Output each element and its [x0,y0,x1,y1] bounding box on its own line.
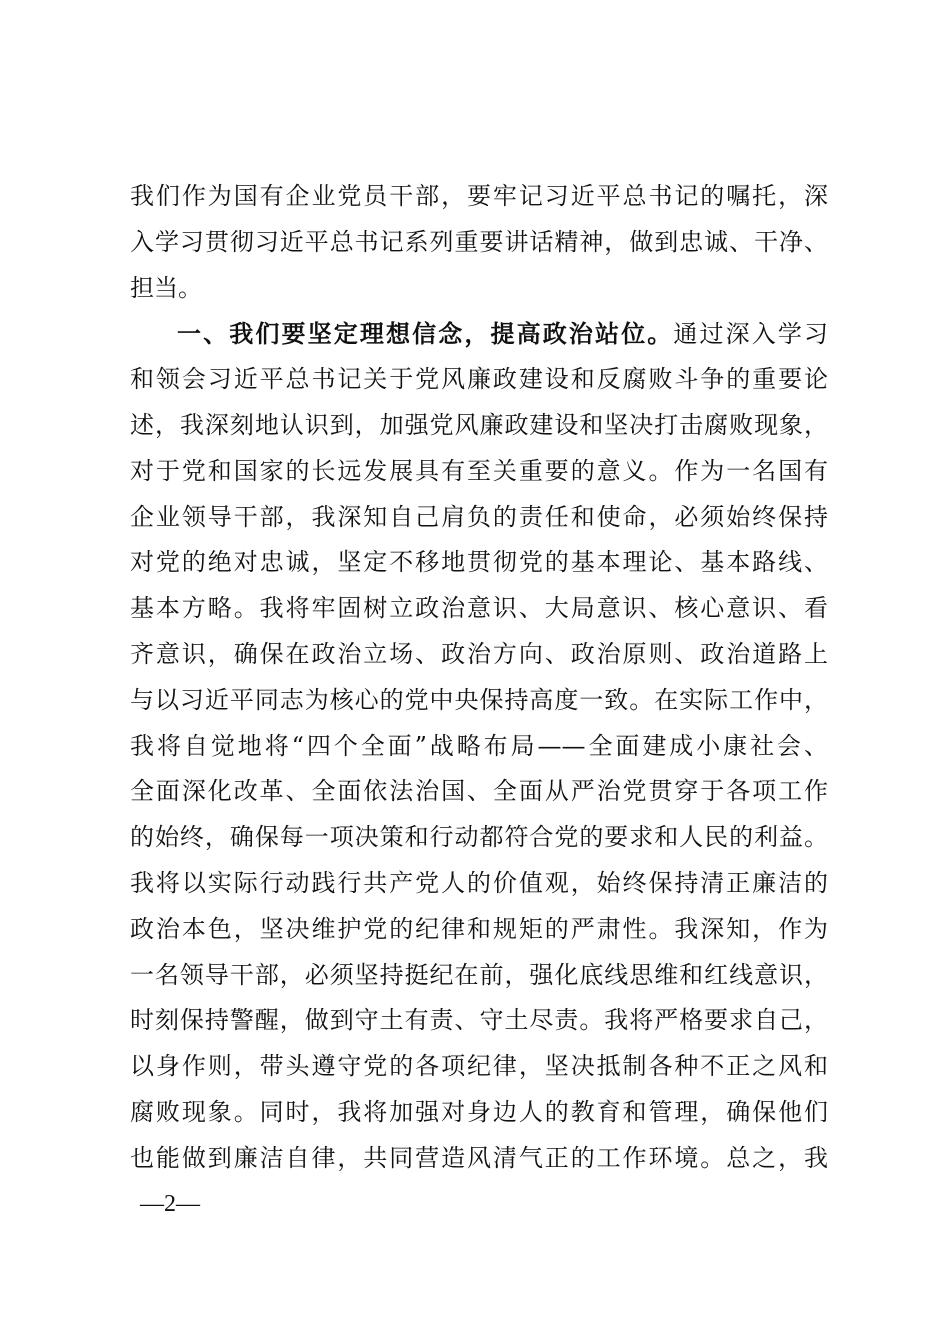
line-text: 述，我深刻地认识到，加强党风廉政建设和坚决打击腐败现象， [130,410,828,439]
text-line [130,998,828,1044]
document-body [130,174,828,1182]
text-line [130,266,828,312]
text-line [130,861,828,907]
line-text: 也能做到廉洁自律，共同营造风清气正的工作环境。总之，我 [130,1143,828,1172]
text-line [130,586,828,632]
text-line [130,678,828,724]
page-number: —2— [140,1191,200,1217]
line-text: 入学习贯彻习近平总书记系列重要讲话精神，做到忠诚、干净、 [130,227,828,256]
line-text: 和领会习近平总书记关于党风廉政建设和反腐败斗争的重要论 [130,365,828,394]
text-line [130,907,828,953]
line-text: 企业领导干部，我深知自己肩负的责任和使命，必须始终保持 [130,502,828,531]
text-line [130,449,828,495]
line-text: 齐意识，确保在政治立场、政治方向、政治原则、政治道路上 [130,639,828,668]
line-text: 政治本色，坚决维护党的纪律和规矩的严肃性。我深知，作为 [130,914,828,943]
text-line [130,632,828,678]
line-text: 我将以实际行动践行共产党人的价值观，始终保持清正廉洁的 [130,868,828,897]
text-line [130,495,828,541]
line-text: 我们作为国有企业党员干部，要牢记习近平总书记的嘱托，深 [130,182,828,210]
line-text: 与以习近平同志为核心的党中央保持高度一致。在实际工作中， [130,685,828,714]
text-line [130,815,828,861]
text-line [130,1090,828,1136]
section-heading: 一、我们要坚定理想信念，提高政治站位。 [177,319,674,349]
text-line [130,220,828,266]
text-line [130,953,828,999]
text-line [130,174,828,220]
text-line [130,769,828,815]
text-line [130,540,828,586]
text-line [130,1136,828,1182]
line-text: 担当。 [130,273,202,302]
text-line [130,403,828,449]
line-text: 时刻保持警醒，做到守土有责、守土尽责。我将严格要求自己， [130,1006,828,1035]
line-text: 的始终，确保每一项决策和行动都符合党的要求和人民的利益。 [130,823,828,852]
line-text: 基本方略。我将牢固树立政治意识、大局意识、核心意识、看 [130,594,828,623]
text-line [130,357,828,403]
line-text: 对于党和国家的长远发展具有至关重要的意义。作为一名国有 [130,456,828,485]
line-text: 我将自觉地将“四个全面”战略布局——全面建成小康社会、 [130,731,828,760]
line-text: 全面深化改革、全面依法治国、全面从严治党贯穿于各项工作 [130,777,828,806]
section-heading-line [130,311,828,357]
text-line [130,1044,828,1090]
line-text: 以身作则，带头遵守党的各项纪律，坚决抵制各种不正之风和 [130,1052,828,1081]
text-line [130,724,828,770]
line-text: 一名领导干部，必须坚持挺纪在前，强化底线思维和红线意识， [130,960,828,989]
line-text: 腐败现象。同时，我将加强对身边人的教育和管理，确保他们 [130,1097,828,1126]
line-text: 对党的绝对忠诚，坚定不移地贯彻党的基本理论、基本路线、 [130,548,828,577]
line-text: 通过深入学习 [673,320,828,349]
